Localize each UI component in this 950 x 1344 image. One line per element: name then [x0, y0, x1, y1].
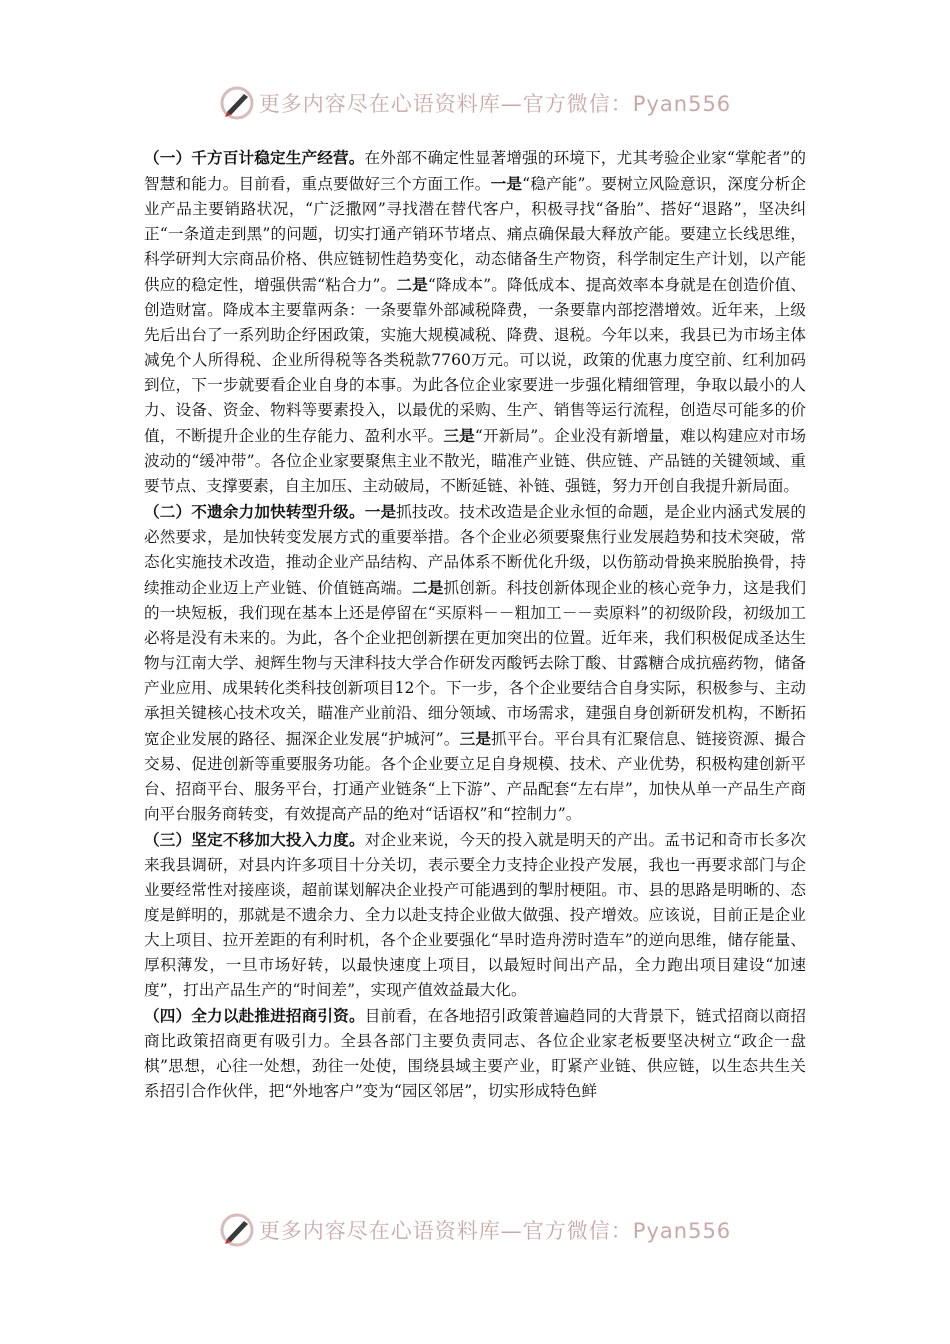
paragraph [144, 499, 806, 827]
header-banner [0, 83, 950, 123]
paragraph-text: 抓平台。平台具有汇聚信息、链接资源、撮合交易、促进创新等重要服务功能。各个企业要立足自身规模、技术、产业优势，积极构建创新平台、招商平台、服务平台，打通产业链条“上下游”、产品配套“左右岸”，加快从单一产品生产商向平台服务商转变，有效提高产品的绝对“话语权”和“控制力”。 [144, 730, 806, 823]
footer-banner [0, 1210, 950, 1250]
document-body [144, 145, 806, 1104]
paragraph [144, 827, 806, 1003]
paragraph-text: 抓技改。技术改造是企业永恒的命题，是企业内涵式发展的必然要求，是加快转变发展方式的重要举措。各个企业必须要聚焦行业发展趋势和技术突破，常态化实施技术改造，推动企业产品结构、产品体系不断优化升级，以伤筋动骨换来脱胎换骨，持续推动企业迈上产业链、价值链高端。 [144, 503, 806, 597]
section-heading: （一）千方百计稳定生产经营。 [144, 148, 365, 167]
paragraph-text: 抓创新。科技创新体现企业的核心竞争力，这是我们的一块短板，我们现在基本上还是停留在“买原料－－粗加工－－卖原料”的初级阶段，初级加工必将是没有未来的。为此，各个企业把创新摆在更加突出的位置。近年来，我们积极促成圣达生物与江南大学、昶辉生物与天津科技大学合作研发丙酸钙去除丁酸、甘露糖合成抗癌药物，储备产业应用、成果转化类科技创新项目12个。下一步，各个企业要结合自身实际，积极参与、主动承担关键核心技术攻关，瞄准产业前沿、细分领域、市场需求，建强自身创新研发机构，不断拓宽企业发展的路径、掘深企业发展“护城河”。 [144, 579, 806, 748]
paragraph-text: “稳产能”。要树立风险意识，深度分析企业产品主要销路状况，“广泛撒网”寻找潜在替代客户，积极寻找“备胎”、搭好“退路”，坚决纠正“一条道走到黑”的问题，切实打通产销环节堵点、痛点确保最大释放产能。要建立长线思维，科学研判大宗商品价格、供应链韧性趋势变化，动态储备生产物资，科学制定生产计划，以产能供应的稳定性，增强供需“粘合力”。 [144, 175, 806, 294]
section-heading: （四）全力以赴推进招商引资。 [144, 1006, 365, 1025]
paragraph-text: 对企业来说，今天的投入就是明天的产出。孟书记和奇市长多次来我县调研，对县内许多项目十分关切，表示要全力支持企业投产发展，我也一再要求部门与企业要经常性对接座谈，超前谋划解决企业投产可能遇到的掣肘梗阻。市、县的思路是明晰的、态度是鲜明的，那就是不遗余力、全力以赴支持企业做大做强、投产增效。应该说，目前正是企业大上项目、拉开差距的有利时机，各个企业要强化“旱时造舟涝时造车”的逆向思维，储存能量、厚积薄发，一旦市场好转，以最快速度上项目，以最短时间出产品，全力跑出项目建设“加速度”，打出产品生产的“时间差”，实现产值效益最大化。 [144, 831, 806, 999]
banner-text: 更多内容尽在心语资料库—官方微信：Pyan556 [258, 92, 732, 116]
paragraph-text: 在外部不确定性显著增强的环境下，尤其考验企业家“掌舵者”的智慧和能力。目前看，重点要做好三个方面工作。 [144, 149, 806, 193]
paragraph [144, 145, 806, 499]
ordinal-marker: 三是 [459, 729, 492, 748]
ordinal-marker: 三是 [443, 426, 475, 445]
section-heading: （二）不遗余力加快转型升级。 [144, 502, 365, 521]
pen-logo-icon [219, 85, 255, 121]
banner-text: 更多内容尽在心语资料库—官方微信：Pyan556 [258, 1219, 732, 1243]
paragraph-text: “降成本”。降低成本、提高效率本身就是在创造价值、创造财富。降成本主要靠两条：一条要靠外部减税降费，一条要靠内部挖潜增效。近年来，上级先后出台了一系列助企纾困政策，实施大规模减税、降费、退税。今年以来，我县已为市场主体减免个人所得税、企业所得税等各类税款7760万元。可以说，政策的优惠力度空前、红利加码到位，下一步就要看企业自身的本事。为此各位企业家要进一步强化精细管理，争取以最小的人力、设备、资金、物料等要素投入，以最优的采购、生产、销售等运行流程，创造尽可能多的价值，不断提升企业的生存能力、盈利水平。 [144, 276, 806, 445]
pen-logo-icon [219, 1212, 255, 1248]
ordinal-marker: 二是 [396, 275, 428, 294]
ordinal-marker: 二是 [412, 578, 444, 597]
paragraph-text: 目前看，在各地招引政策普遍趋同的大背景下，链式招商以商招商比政策招商更有吸引力。全县各部门主要负责同志、各位企业家老板要坚决树立“政企一盘棋”思想，心往一处想，劲往一处使，围绕县域主要产业，盯紧产业链、供应链，以生态共生关系招引合作伙伴，把“外地客户”变为“园区邻居”，切实形成特色鲜 [144, 1007, 806, 1100]
ordinal-marker: 一是 [490, 174, 523, 193]
paragraph-text: “开新局”。企业没有新增量，难以构建应对市场波动的“缓冲带”。各位企业家要聚焦主业不散光，瞄准产业链、供应链、产品链的关键领域、重要节点、支撑要素，自主加压、主动破局，不断延链、补链、强链，努力开创自我提升新局面。 [144, 427, 806, 495]
paragraph [144, 1003, 806, 1104]
ordinal-marker: 一是 [364, 502, 397, 521]
section-heading: （三）坚定不移加大投入力度。 [144, 830, 365, 849]
